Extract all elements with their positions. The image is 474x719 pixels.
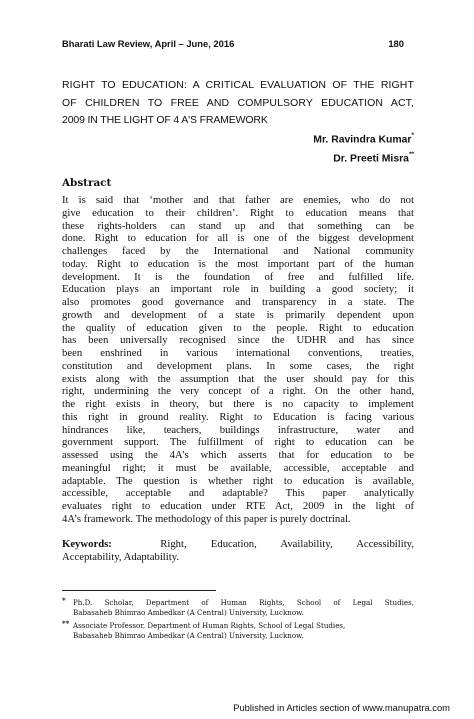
author-block <box>313 129 414 168</box>
abstract-line: government support. The fulfillment of right to education can be <box>62 436 414 449</box>
title-line: 2009 IN THE LIGHT OF 4 A'S FRAMEWORK <box>62 114 268 126</box>
abstract-line: right, undermining the very concept of a right. On the other hand, <box>62 385 414 398</box>
author-footnote-mark: * <box>411 132 414 139</box>
footnote-2 <box>62 618 414 642</box>
abstract-line: meaningful right; it must be available, accessible, acceptable and <box>62 461 414 474</box>
abstract-line: been enshrined in various international conventions, treaties, <box>62 347 414 359</box>
abstract-line: challenges faced by the International and National community <box>62 245 414 257</box>
abstract-line: also promotes good governance and transparency in a state. The <box>62 296 414 308</box>
footnote-mark: * <box>62 596 66 605</box>
footnote-line: Babasaheb Bhimrao Ambedkar (A Central) University, Lucknow. <box>73 608 304 618</box>
abstract-line: give education to their children’. Right to education means that <box>62 206 414 219</box>
author-1 <box>313 129 414 148</box>
abstract-line: development. It is the foundation of free and fulfilled life. <box>62 270 414 283</box>
abstract-line: growth and development of a state is primarily dependent upon <box>62 308 414 321</box>
abstract-line: Education plays an important role in building a good society; it <box>62 283 414 296</box>
keywords-values: Right, Education, Availability, Accessibility, <box>160 538 414 550</box>
keywords-label: Keywords: <box>62 538 112 550</box>
abstract-line: constitution and development plans. In some cases, the right <box>62 359 414 372</box>
abstract-line: accessible, acceptable and adaptable? This paper analytically <box>62 487 414 500</box>
abstract-line: assessed using the 4A’s which asserts that for education to be <box>62 449 414 461</box>
abstract-line: done. Right to education for all is one of the biggest development <box>62 232 414 245</box>
footnote-separator <box>62 590 216 591</box>
abstract-text <box>62 194 414 526</box>
author-name: Mr. Ravindra Kumar <box>313 134 412 146</box>
abstract-line: has been universally recognised since the UDHR and has since <box>62 334 414 347</box>
abstract-heading: Abstract <box>62 177 112 189</box>
abstract-line: It is said that ‘mother and that father are enemies, who do not <box>62 194 414 206</box>
footnote-1 <box>62 598 414 619</box>
footnote-line: Babasaheb Bhimrao Ambedkar (A Central) University, Lucknow. <box>73 631 304 641</box>
abstract-line: exists along with the assumption that the user should pay for this <box>62 372 414 385</box>
abstract-line: today. Right to education is the most important part of the human <box>62 257 414 270</box>
footnote-line: Ph.D. Scholar, Department of Human Rights, School of Legal Studies, <box>73 598 414 607</box>
abstract-line: hindrances like, teachers, buildings infrastructure, water and <box>62 423 414 436</box>
abstract-line: this right in ground reality. Right to Education is facing various <box>62 410 414 423</box>
abstract-line: 4A’s framework. The methodology of this paper is purely doctrinal. <box>62 512 351 525</box>
author-footnote-mark: ** <box>408 151 414 159</box>
article-title <box>62 77 414 130</box>
footnotes <box>62 598 414 644</box>
abstract-line: evaluates right to education under RTE Act, 2009 in the light of <box>62 500 414 512</box>
title-line: RIGHT TO EDUCATION: A CRITICAL EVALUATION OF THE RIGHT <box>62 79 414 91</box>
abstract-line: the right exists in theory, but there is no capacity to implement <box>62 398 414 410</box>
title-line: OF CHILDREN TO FREE AND COMPULSORY EDUCATION ACT, <box>62 96 414 109</box>
keywords-line: Acceptability, Adaptability. <box>62 551 180 563</box>
footnote-line: Associate Professor, Department of Human Rights, School of Legal Studies, <box>73 620 346 630</box>
keywords-block <box>62 538 414 564</box>
keywords-line <box>62 538 414 551</box>
abstract-line: these rights-holders can stand up and that something can be <box>62 219 414 232</box>
author-2 <box>313 148 414 167</box>
abstract-line: the quality of education given to the people. Right to education <box>62 321 414 334</box>
author-name: Dr. Preeti Misra <box>333 153 409 165</box>
footnote-mark: ** <box>62 618 70 628</box>
abstract-line: adaptable. The question is whether right to education is available, <box>62 474 414 487</box>
journal-name: Bharati Law Review, April – June, 2016 <box>62 38 235 49</box>
page-number: 180 <box>388 38 404 49</box>
running-header <box>62 38 404 52</box>
publication-notice: Published in Articles section of www.manupatra.com <box>233 702 450 713</box>
